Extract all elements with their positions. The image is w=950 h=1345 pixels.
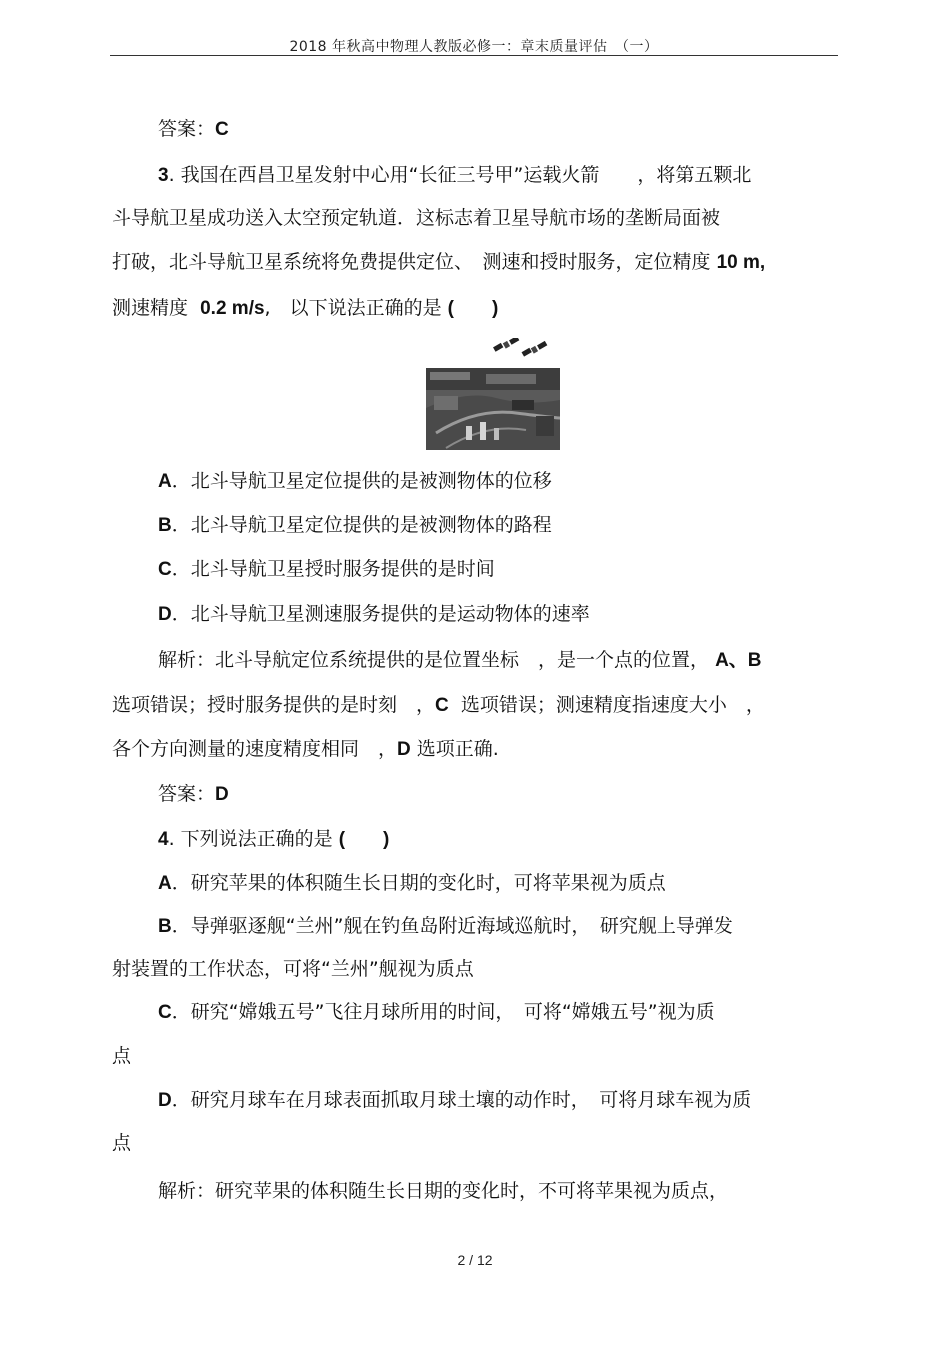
analysis-option-ref: D (397, 739, 411, 760)
question-number: 3 (158, 165, 169, 186)
q3-analysis-line-2 (112, 692, 765, 719)
header-rule (110, 55, 838, 56)
q3-stem-line-4 (112, 295, 498, 322)
option-text: ．北斗导航卫星定位提供的是被测物体的位移 (171, 470, 552, 492)
option-text: ．研究苹果的体积随生长日期的变化时，可将苹果视为质点 (171, 872, 666, 894)
analysis-text: 选项错误；授时服务提供的是时刻 ， (112, 694, 436, 716)
q4-stem (158, 826, 389, 853)
q3-option-a (158, 468, 552, 495)
stem-text: 打破，北斗导航卫星系统将免费提供定位、 测速和授时服务，定位精度 (112, 251, 711, 273)
q4-option-b-line-1 (158, 913, 733, 940)
q4-option-d-line-1 (158, 1087, 751, 1114)
option-letter: C (158, 1002, 172, 1023)
option-letter: B (158, 515, 172, 536)
answer-label: 答案： (158, 118, 216, 140)
option-letter: D (158, 1090, 172, 1111)
question-number: 4 (158, 829, 169, 850)
answer-label: 答案： (158, 783, 216, 805)
q3-option-b (158, 512, 552, 539)
precision-value: 10 m (716, 252, 760, 273)
option-text: ．北斗导航卫星授时服务提供的是时间 (171, 558, 495, 580)
page-number: 2 / 12 (457, 1252, 493, 1268)
q3-analysis-line-1 (158, 647, 762, 674)
q3-stem-line-1 (158, 162, 751, 189)
option-letter: D (158, 604, 172, 625)
stem-text: , 以下说法正确的是 (264, 297, 442, 319)
answer-blank: ( ) (338, 829, 390, 850)
stem-comma: , (759, 252, 766, 273)
q3-stem-line-2: 斗导航卫星成功送入太空预定轨道．这标志着卫星导航市场的垄断局面被 (112, 207, 721, 229)
option-letter: C (158, 559, 172, 580)
q4-option-c-line-2: 点 (112, 1045, 132, 1067)
option-text: ．北斗导航卫星测速服务提供的是运动物体的速率 (171, 603, 590, 625)
answer-blank: ( ) (447, 298, 499, 319)
option-text: ．导弹驱逐舰“兰州”舰在钓鱼岛附近海域巡航时， 研究舰上导弹发 (171, 915, 733, 937)
option-text: ．北斗导航卫星定位提供的是被测物体的路程 (171, 514, 552, 536)
option-text: ．研究月球车在月球表面抓取月球土壤的动作时， 可将月球车视为质 (171, 1089, 752, 1111)
q3-answer (158, 781, 229, 808)
q3-option-c (158, 556, 495, 583)
option-text: ．研究“嫦娥五号”飞往月球所用的时间， 可将“嫦娥五号”视为质 (171, 1001, 715, 1023)
q2-answer (158, 116, 229, 143)
stem-text: 测速精度 (112, 297, 189, 319)
analysis-option-ref: A、B (715, 650, 762, 671)
aerial-photo (426, 368, 560, 450)
q4-option-b-line-2: 射装置的工作状态，可将“兰州”舰视为质点 (112, 958, 474, 980)
q3-stem-line-3 (112, 249, 765, 276)
analysis-text: 选项错误；测速精度指速度大小 ， (460, 694, 765, 716)
answer-value: C (215, 119, 229, 140)
q4-option-a (158, 870, 666, 897)
option-letter: A (158, 471, 172, 492)
option-letter: A (158, 873, 172, 894)
satellite-photo-figure (426, 338, 560, 450)
speed-precision-value: 0.2 m/s (200, 298, 265, 319)
satellite-icon (493, 338, 519, 352)
option-letter: B (158, 916, 172, 937)
analysis-text: 各个方向测量的速度精度相同 ， (112, 738, 398, 760)
satellite-icon (522, 341, 548, 357)
q4-option-d-line-2: 点 (112, 1132, 132, 1154)
q4-option-c-line-1 (158, 999, 715, 1026)
analysis-text: 解析：北斗导航定位系统提供的是位置坐标 ，是一个点的位置， (158, 649, 710, 671)
q3-option-d (158, 601, 590, 628)
analysis-text: 选项正确. (416, 738, 499, 760)
answer-value: D (215, 784, 229, 805)
stem-text: . 我国在西昌卫星发射中心用“长征三号甲”运载火箭 ，将第五颗北 (168, 164, 752, 186)
q3-analysis-line-3 (112, 736, 499, 763)
q4-analysis: 解析：研究苹果的体积随生长日期的变化时，不可将苹果视为质点， (158, 1180, 729, 1202)
page-header: 2018 年秋高中物理人教版必修一：章末质量评估 （一） (289, 39, 659, 55)
analysis-option-ref: C (435, 695, 449, 716)
stem-text: . 下列说法正确的是 (168, 828, 333, 850)
